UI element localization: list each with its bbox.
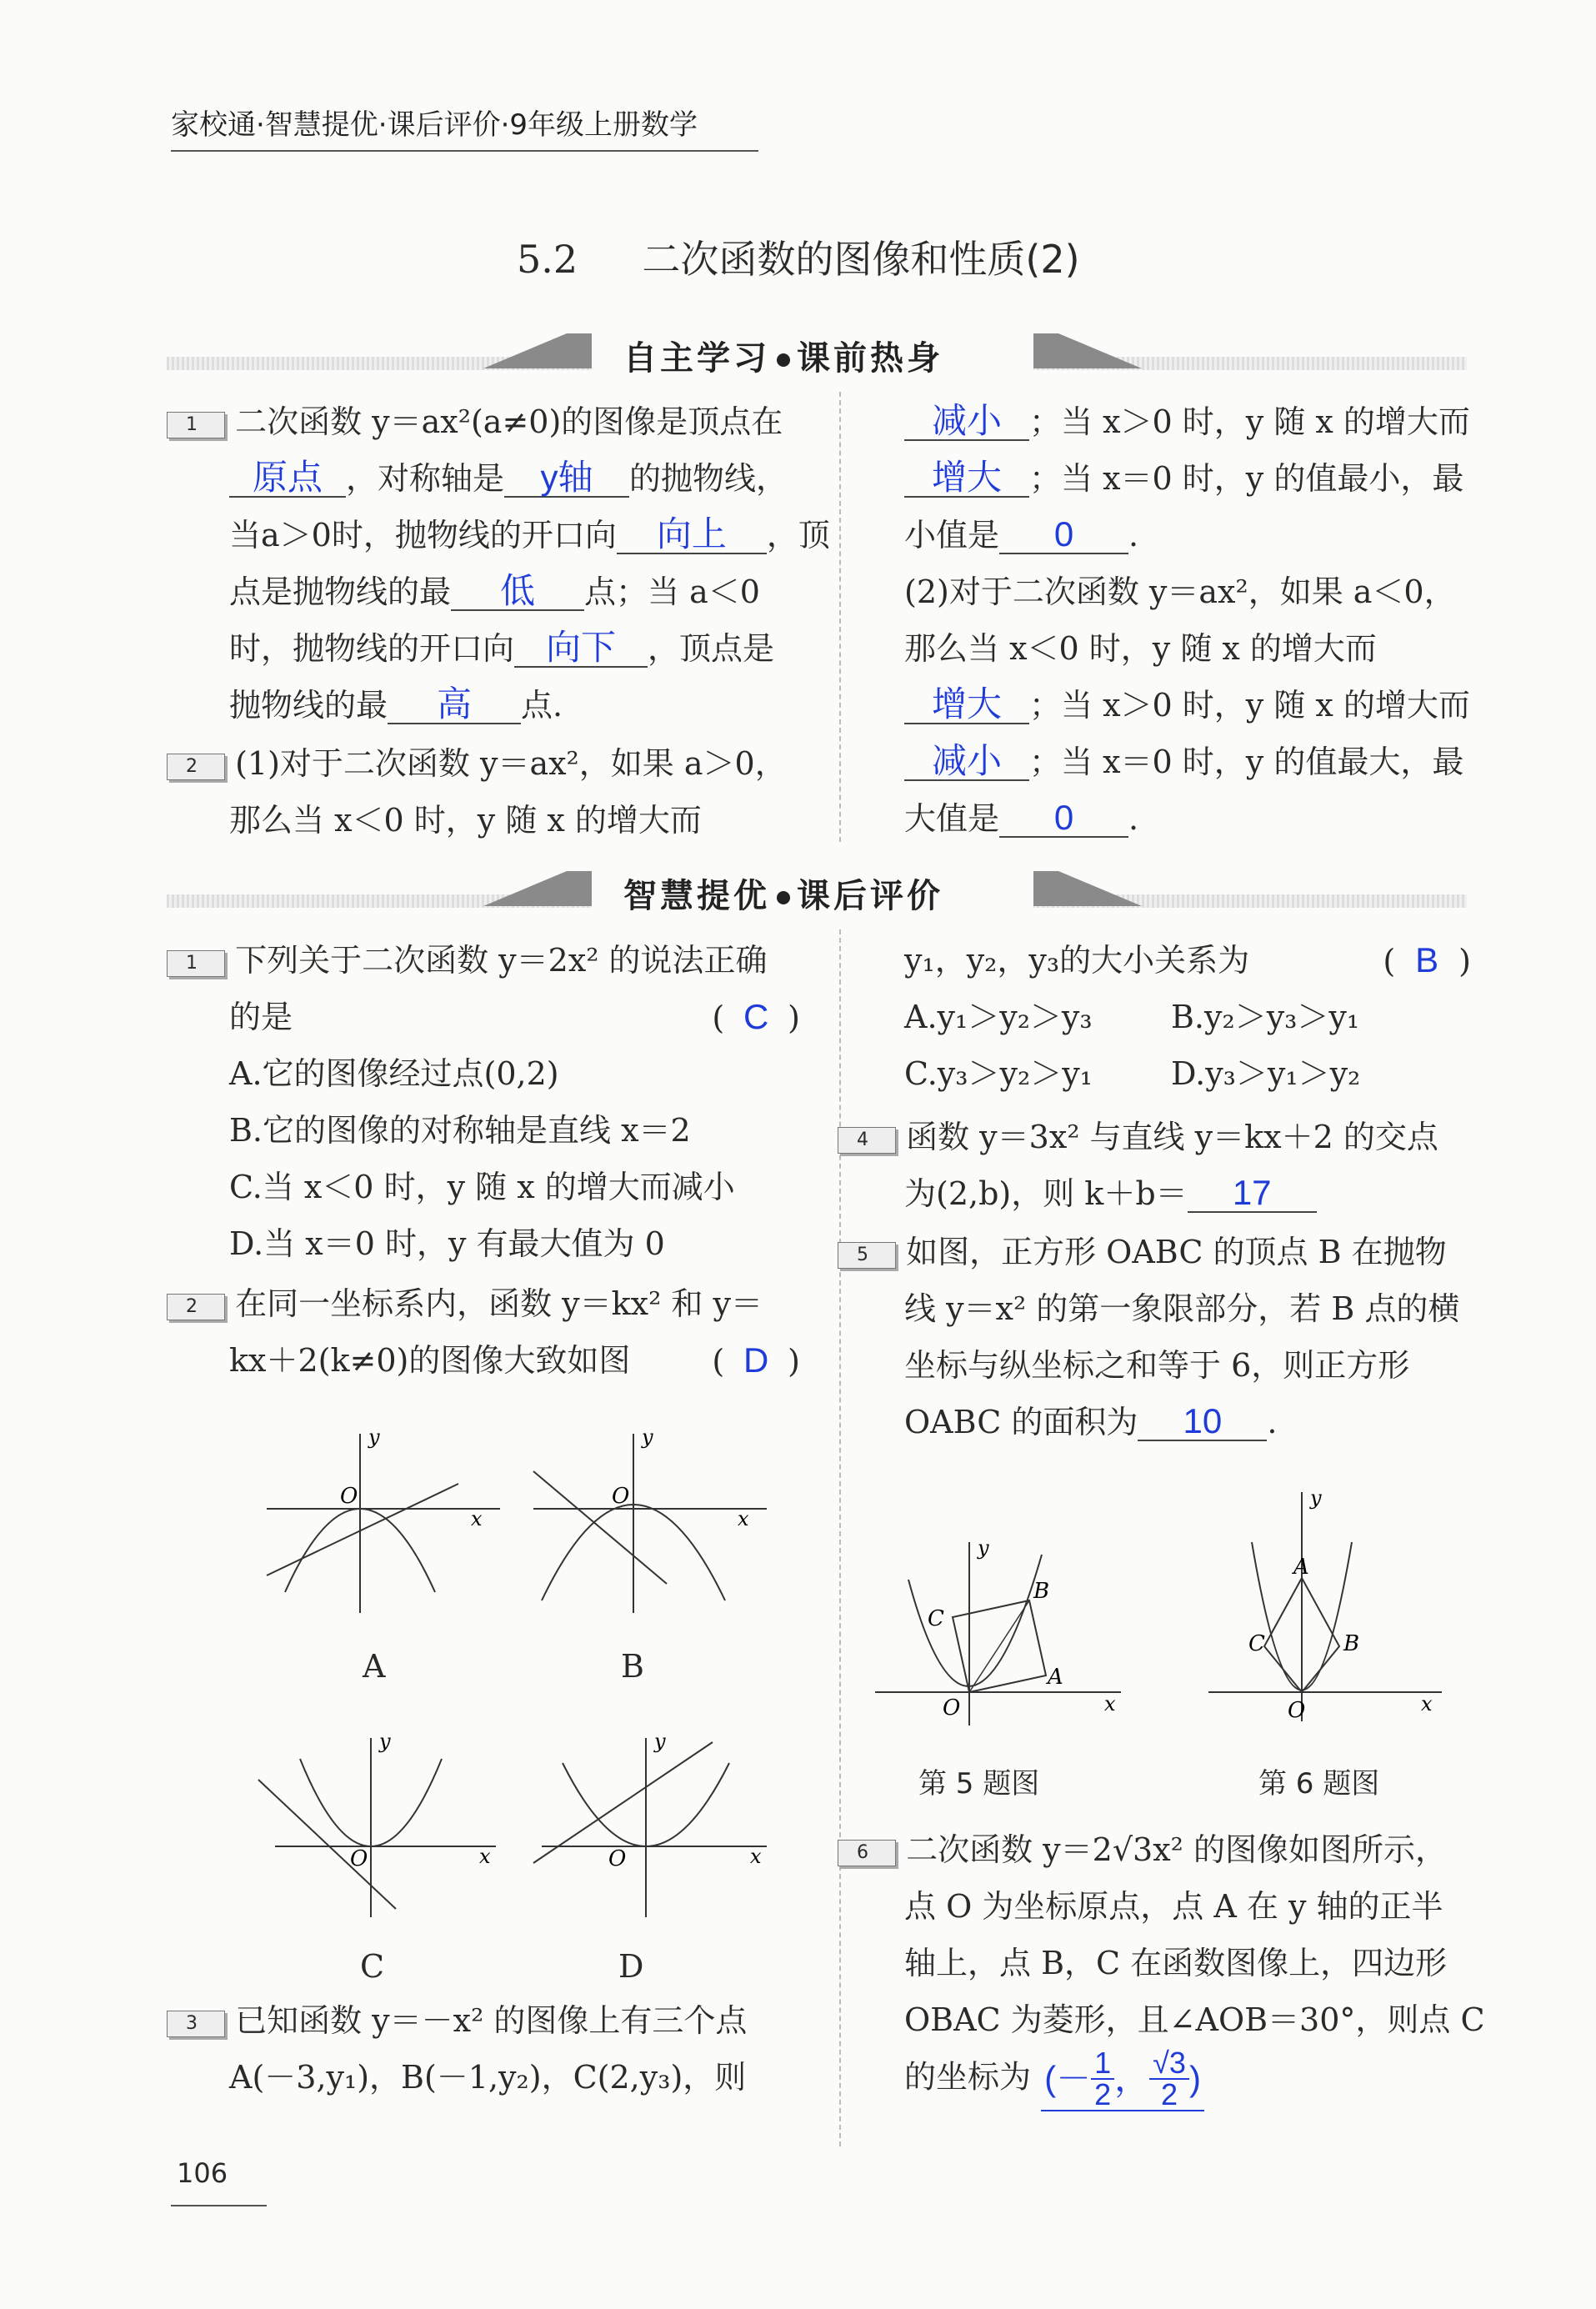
post-q4: 4 函数 y＝3x² 与直线 y＝kx＋2 的交点 为(2,b)，则 k＋b＝ 17 [838, 1109, 1438, 1222]
origin-label: O [612, 1484, 630, 1509]
post-q1: 1 下列关于二次函数 y＝2x² 的说法正确 的是 ( C ) A.它的图像经过点(0,2) B.它的图像的对称轴是直线 x＝2 C.当 x＜0 时，y 随 x 的增大而减小 D.当 x＝0 时，y 有最大值为 0 [167, 932, 800, 1272]
post-q1-option-b: B.它的图像的对称轴是直线 x＝2 [229, 1112, 691, 1149]
post-q5-answer: 10 [1138, 1403, 1267, 1441]
pre-q1-answer-2: y轴 [504, 459, 629, 498]
post-q2-answer: D [743, 1340, 769, 1380]
column-divider-1 [839, 392, 841, 842]
post-q6-number: 6 [838, 1840, 896, 1866]
post-q6: 6 二次函数 y＝2√3x² 的图像如图所示， 点 O 为坐标原点，点 A 在 y 轴的正半 轴上，点 B，C 在函数图像上，四边形 OBAC 为菱形，且∠AOB＝30°，则点 C 的坐标为 (－ $\frac{1}{2}$ ， $\frac{√3}{2}$ ) [838, 1821, 1485, 2123]
post-q6-answer: (－ $\frac{1}{2}$ ， $\frac{√3}{2}$ ) [1041, 2048, 1204, 2111]
post-q3-number: 3 [167, 2011, 225, 2037]
post-q2: 2 在同一坐标系内，函数 y＝kx² 和 y＝ kx＋2(k≠0)的图像大致如图 ( D ) [167, 1275, 800, 1389]
point-c-label: C [928, 1606, 944, 1631]
pre-q2-answer-4: 增大 [904, 686, 1029, 724]
post-q3-option-c: C.y₃＞y₂＞y₁ [904, 1055, 1093, 1092]
point-b-label: B [1343, 1631, 1360, 1656]
axis-label-y: y [654, 1730, 666, 1753]
point-b-label: B [1033, 1579, 1050, 1604]
post-q4-number: 4 [838, 1127, 896, 1154]
graph-d [525, 1730, 783, 1921]
post-q3-option-b: B.y₂＞y₃＞y₁ [1171, 999, 1360, 1035]
graph-c [250, 1730, 508, 1921]
axis-label-x: x [471, 1507, 483, 1530]
pre-q1-number: 1 [167, 412, 225, 438]
banner2-right: 课后评价 [797, 877, 943, 915]
point-c-label: C [1248, 1631, 1265, 1656]
axis-label-x: x [1421, 1692, 1433, 1715]
pre-q1-answer-1: 原点 [229, 459, 346, 498]
post-q4-answer: 17 [1188, 1175, 1317, 1213]
axis-label-y: y [642, 1425, 653, 1449]
section-number: 5.2 [517, 237, 578, 282]
banner1-left: 自主学习 [623, 339, 770, 378]
figure-6-caption: 第 6 题图 [1258, 1767, 1380, 1801]
post-q3-answer: B [1415, 940, 1439, 979]
post-q1-option-d: D.当 x＝0 时，y 有最大值为 0 [229, 1225, 665, 1262]
pre-q2-answer-5: 减小 [904, 743, 1029, 781]
pre-q2-right: 减小 ；当 x＞0 时，y 随 x 的增大而 增大 ；当 x＝0 时，y 的值最小，最 小值是 0 . (2)对于二次函数 y＝ax²，如果 a＜0， 那么当 x＜0 时，y 随 x 的增大而 增大 ；当 x＞0 时，y 随 x 的增大而 减小 ；当 x＝0 时，y 的值最大，最 大值是 0 . [904, 401, 1470, 837]
banner2-left: 智慧提优 [623, 877, 770, 915]
axis-label-y: y [368, 1425, 380, 1449]
banner1-right: 课前热身 [797, 339, 943, 378]
point-a-label: A [1293, 1555, 1309, 1580]
axis-label-x: x [738, 1507, 749, 1530]
pre-q2-number: 2 [167, 754, 225, 780]
post-q1-number: 1 [167, 950, 225, 977]
origin-label: O [1288, 1698, 1306, 1723]
pre-q2-answer-2: 增大 [904, 459, 1029, 498]
point-a-label: A [1048, 1665, 1063, 1690]
section-title [517, 229, 1080, 284]
pre-q2-answer-1: 减小 [904, 403, 1029, 441]
origin-label: O [340, 1484, 358, 1509]
post-q1-option-c: C.当 x＜0 时，y 随 x 的增大而减小 [229, 1169, 735, 1205]
bullet-icon [777, 353, 790, 367]
pre-q1-answer-3: 向上 [617, 516, 767, 554]
axis-label-y: y [978, 1536, 989, 1560]
axis-label-y: y [379, 1730, 391, 1753]
running-header: 家校通·智慧提优·课后评价·9年级上册数学 [171, 108, 698, 142]
post-q3-right: y₁，y₂，y₃的大小关系为 ( B ) A.y₁＞y₂＞y₃ B.y₂＞y₃＞y₁ C.y₃＞y₂＞y₁ D.y₃＞y₁＞y₂ [904, 932, 1471, 1102]
pre-q2-answer-3: 0 [999, 516, 1128, 554]
post-q3-option-a: A.y₁＞y₂＞y₃ [904, 999, 1093, 1035]
figure-5 [871, 1530, 1138, 1730]
graph-d-label: D [618, 1948, 644, 1985]
section-name: 二次函数的图像和性质(2) [642, 237, 1080, 282]
page-number-rule [171, 2205, 267, 2206]
graph-c-label: C [360, 1948, 385, 1985]
banner-title-1 [623, 332, 943, 379]
origin-label: O [350, 1846, 368, 1871]
origin-label: O [608, 1846, 627, 1871]
post-q2-number: 2 [167, 1294, 225, 1320]
figure-6 [1200, 1480, 1450, 1730]
post-q5-number: 5 [838, 1242, 896, 1269]
header-rule [171, 150, 758, 152]
pre-q1-answer-4: 低 [451, 573, 584, 611]
graph-b [525, 1425, 775, 1617]
post-q5: 5 如图，正方形 OABC 的顶点 B 在抛物 线 y＝x² 的第一象限部分，若 B 点的横 坐标与纵坐标之和等于 6，则正方形 OABC 的面积为 10 . [838, 1224, 1459, 1450]
axis-label-x: x [750, 1845, 762, 1868]
post-q3-left: 3 已知函数 y＝－x² 的图像上有三个点 A(－3,y₁)，B(－1,y₂)，C(2,y₃)，则 [167, 1992, 747, 2106]
graph-a [258, 1425, 508, 1617]
axis-label-y: y [1310, 1486, 1322, 1510]
pre-q1-answer-5: 向下 [514, 629, 648, 668]
banner-title-2 [623, 869, 943, 917]
pre-q2-left: 2 (1)对于二次函数 y＝ax²，如果 a＞0， 那么当 x＜0 时，y 随 x 的增大而 [167, 735, 787, 849]
origin-label: O [943, 1695, 961, 1720]
pre-q1: 1 二次函数 y＝ax²(a≠0)的图像是顶点在 原点 ，对称轴是 y轴 的抛物线， 当a＞0时，抛物线的开口向 向上 ，顶 点是抛物线的最 低 点；当 a＜0 时，抛物线的开口向 向下 ，顶点是 抛物线的最 高 点. [167, 393, 830, 734]
graph-a-label: A [363, 1648, 386, 1685]
page-number: 106 [177, 2157, 228, 2189]
post-q3-option-d: D.y₃＞y₁＞y₂ [1171, 1055, 1361, 1092]
pre-q2-answer-6: 0 [999, 799, 1128, 838]
figure-5-caption: 第 5 题图 [918, 1767, 1040, 1801]
post-q1-option-a: A.它的图像经过点(0,2) [229, 1055, 559, 1092]
post-q1-answer: C [743, 997, 769, 1036]
pre-q1-answer-6: 高 [388, 686, 521, 724]
graph-b-label: B [621, 1648, 644, 1685]
axis-label-x: x [1104, 1692, 1116, 1715]
axis-label-x: x [479, 1845, 491, 1868]
bullet-icon [777, 891, 790, 904]
